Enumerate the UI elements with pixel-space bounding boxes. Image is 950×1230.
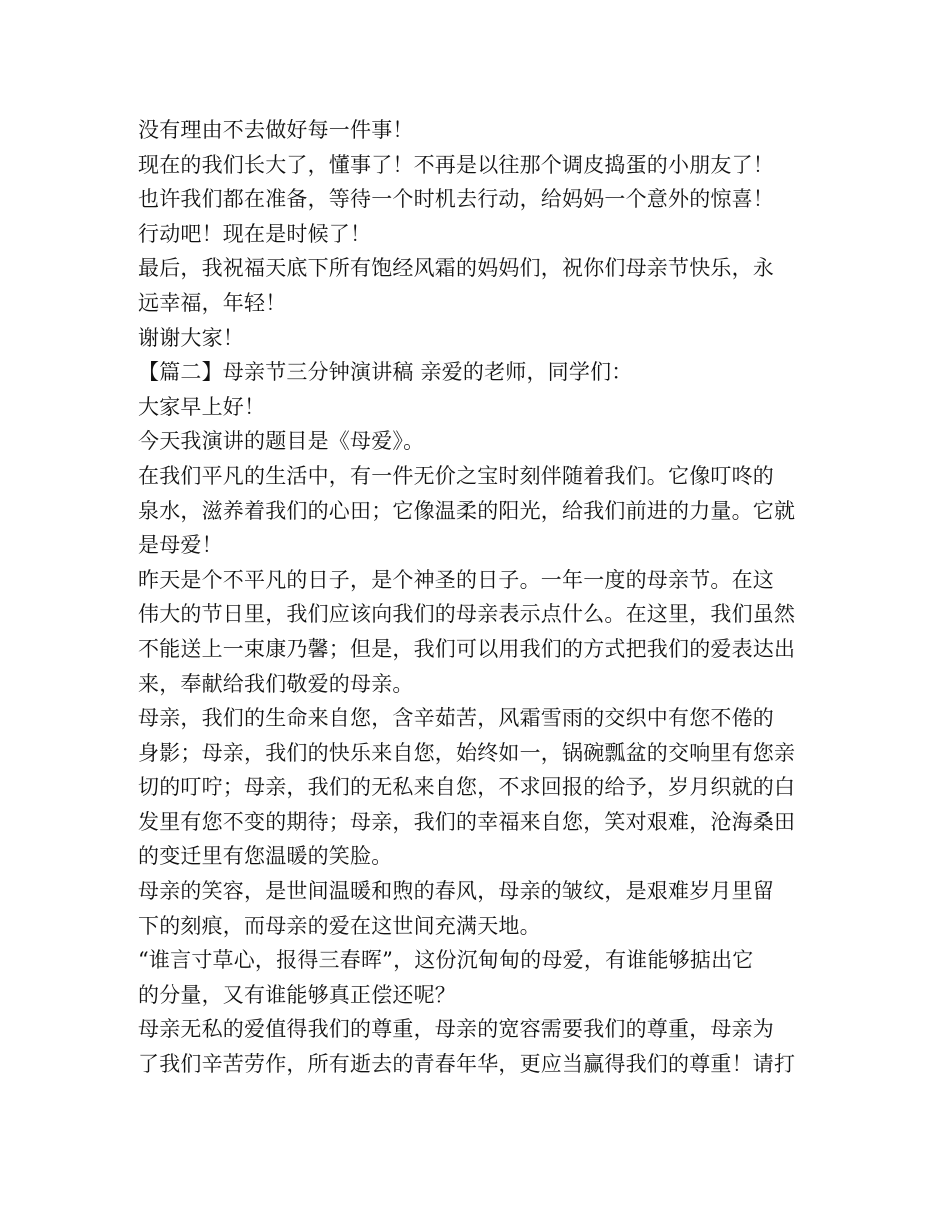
text-line: “谁言寸草心，报得三春晖”，这份沉甸甸的母爱，有谁能够掂出它 bbox=[138, 948, 754, 973]
text-line: 是母爱！ bbox=[138, 533, 223, 558]
text-line: 也许我们都在准备，等待一个时机去行动，给妈妈一个意外的惊喜！ bbox=[138, 187, 774, 212]
text-line: 不能送上一束康乃馨；但是，我们可以用我们的方式把我们的爱表达出 bbox=[138, 636, 796, 661]
text-line: 母亲，我们的生命来自您，含辛茹苦，风霜雪雨的交织中有您不倦的 bbox=[138, 706, 774, 731]
text-line: 了我们辛苦劳作，所有逝去的青春年华，更应当赢得我们的尊重！请打 bbox=[138, 1052, 796, 1077]
text-line: 现在的我们长大了，懂事了！不再是以往那个调皮捣蛋的小朋友了！ bbox=[138, 152, 774, 177]
text-line: 母亲无私的爱值得我们的尊重，母亲的宽容需要我们的尊重，母亲为 bbox=[138, 1017, 774, 1042]
text-line: 在我们平凡的生活中，有一件无价之宝时刻伴随着我们。它像叮咚的 bbox=[138, 463, 774, 488]
text-line: 下的刻痕，而母亲的爱在这世间充满天地。 bbox=[138, 913, 541, 938]
text-line: 发里有您不变的期待；母亲，我们的幸福来自您，笑对艰难，沧海桑田 bbox=[138, 809, 796, 834]
text-line: 切的叮咛；母亲，我们的无私来自您，不求回报的给予，岁月织就的白 bbox=[138, 775, 796, 800]
text-line: 远幸福，年轻！ bbox=[138, 290, 287, 315]
text-line: 行动吧！现在是时候了！ bbox=[138, 221, 372, 246]
text-line: 来，奉献给我们敬爱的母亲。 bbox=[138, 671, 414, 696]
text-line: 伟大的节日里，我们应该向我们的母亲表示点什么。在这里，我们虽然 bbox=[138, 602, 796, 627]
text-line: 没有理由不去做好每一件事！ bbox=[138, 118, 414, 142]
text-line: 最后，我祝福天底下所有饱经风霜的妈妈们，祝你们母亲节快乐，永 bbox=[138, 256, 774, 281]
text-line: 母亲的笑容，是世间温暖和煦的春风，母亲的皱纹，是艰难岁月里留 bbox=[138, 879, 774, 904]
text-line: 身影；母亲，我们的快乐来自您，始终如一，锅碗瓢盆的交响里有您亲 bbox=[138, 740, 796, 765]
text-line: 的变迁里有您温暖的笑脸。 bbox=[138, 844, 393, 869]
text-line: 大家早上好！ bbox=[138, 394, 266, 419]
text-line: 谢谢大家！ bbox=[138, 325, 244, 350]
text-line: 昨天是个不平凡的日子，是个神圣的日子。一年一度的母亲节。在这 bbox=[138, 567, 774, 592]
section-heading: 【篇二】母亲节三分钟演讲稿 亲爱的老师，同学们： bbox=[138, 360, 633, 385]
body-text bbox=[138, 113, 818, 1082]
text-line: 今天我演讲的题目是《母爱》。 bbox=[138, 429, 425, 454]
text-line: 的分量，又有谁能够真正偿还呢？ bbox=[138, 982, 456, 1007]
text-line: 泉水，滋养着我们的心田；它像温柔的阳光，给我们前进的力量。它就 bbox=[138, 498, 796, 523]
